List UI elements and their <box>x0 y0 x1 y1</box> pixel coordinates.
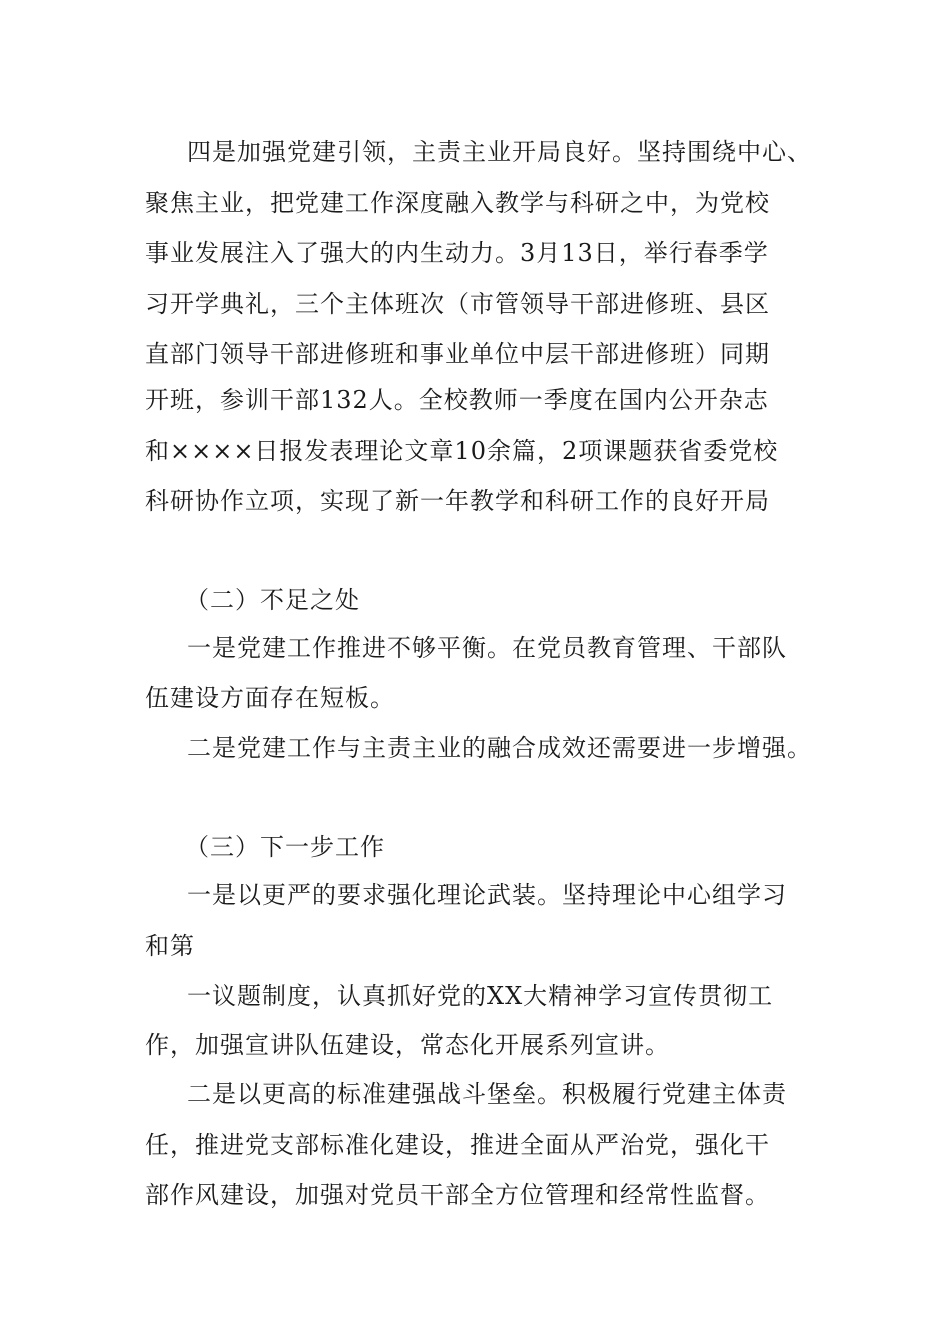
paragraph-line: 一是以更严的要求强化理论武装。坚持理论中心组学习 <box>187 881 787 909</box>
paragraph-line: 习开学典礼，三个主体班次（市管领导干部进修班、县区 <box>145 290 770 318</box>
paragraph-line: 科研协作立项，实现了新一年教学和科研工作的良好开局 <box>145 487 770 515</box>
paragraph-line: 伍建设方面存在短板。 <box>145 684 395 712</box>
paragraph-line: 事业发展注入了强大的内生动力。3月13日，举行春季学 <box>145 239 769 267</box>
paragraph-line: 四是加强党建引领，主责主业开局良好。坚持围绕中心、 <box>187 138 812 166</box>
paragraph-line: 任，推进党支部标准化建设，推进全面从严治党，强化干 <box>145 1131 770 1159</box>
paragraph-line: 二是党建工作与主责主业的融合成效还需要进一步增强。 <box>187 734 812 762</box>
paragraph-line: 二是以更高的标准建强战斗堡垒。积极履行党建主体责 <box>187 1080 787 1108</box>
paragraph-line: 一是党建工作推进不够平衡。在党员教育管理、干部队 <box>187 634 787 662</box>
paragraph-line: 作，加强宣讲队伍建设，常态化开展系列宣讲。 <box>145 1031 670 1059</box>
section-heading: （三）下一步工作 <box>185 833 385 861</box>
paragraph-line: 部作风建设，加强对党员干部全方位管理和经常性监督。 <box>145 1181 770 1209</box>
paragraph-line: 开班，参训干部132人。全校教师一季度在国内公开杂志 <box>145 386 769 414</box>
paragraph-line: 直部门领导干部进修班和事业单位中层干部进修班）同期 <box>145 340 770 368</box>
paragraph-line: 聚焦主业，把党建工作深度融入教学与科研之中，为党校 <box>145 189 770 217</box>
paragraph-line: 一议题制度，认真抓好党的XX大精神学习宣传贯彻工 <box>187 982 774 1010</box>
paragraph-line: 和××××日报发表理论文章10余篇，2项课题获省委党校 <box>145 437 779 465</box>
paragraph-line: 和第 <box>145 932 195 960</box>
section-heading: （二）不足之处 <box>185 586 360 614</box>
